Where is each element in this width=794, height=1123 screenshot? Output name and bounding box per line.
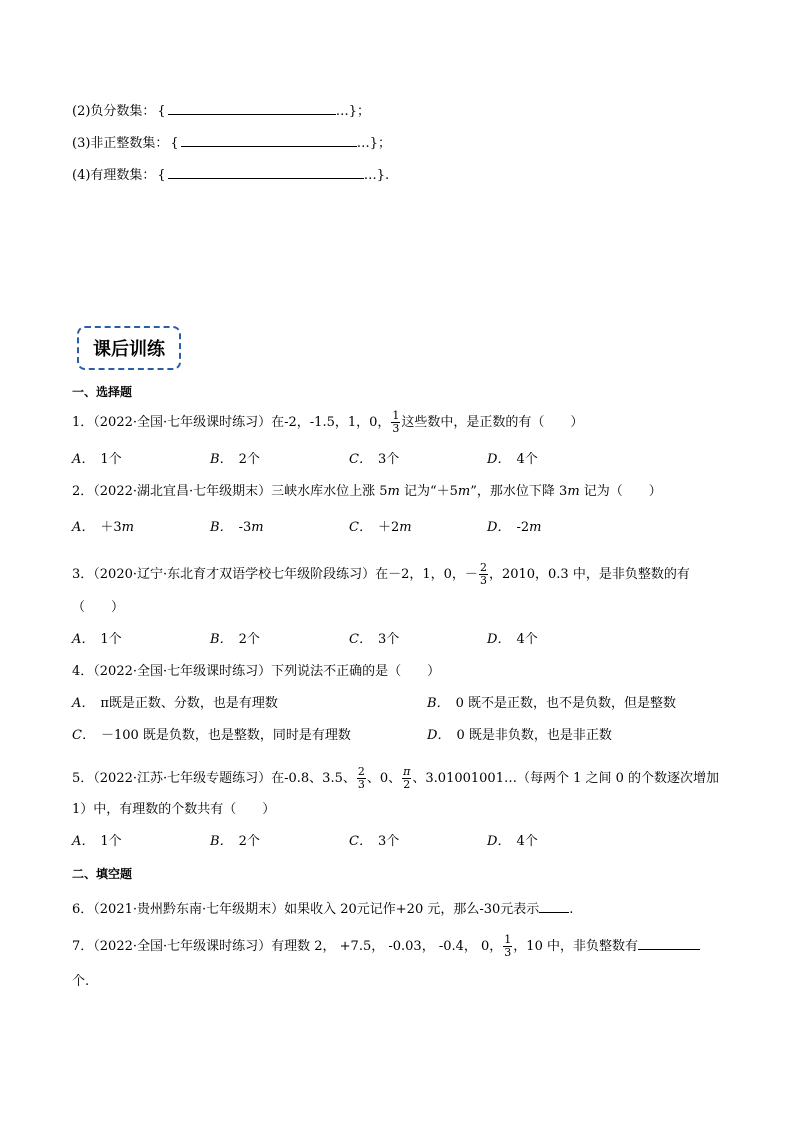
question-text: 、3.01001001…（每两个 1 之间 0 的个数逐次增加 — [412, 771, 720, 786]
question-7-line2: 个. — [72, 974, 90, 989]
question-text: ”，那水位下降 3 — [470, 484, 568, 499]
question-text: ，2010，0.3 中，是非负整数的有 — [488, 567, 690, 582]
option-text: 2个 — [238, 632, 260, 647]
question-end: . — [569, 902, 574, 917]
fraction-denominator: 3 — [357, 778, 365, 791]
badge-title: 课后训练 — [93, 339, 165, 360]
question-6 — [72, 898, 573, 920]
unit-m: m — [121, 520, 134, 535]
option-key: A． — [72, 696, 95, 711]
option-key: B． — [210, 520, 233, 535]
option-text: 1个 — [100, 632, 122, 647]
fraction-numerator: 2 — [479, 561, 487, 574]
question-5-line2: 1）中，有理数的个数共有（ ） — [72, 802, 276, 817]
option-key: B． — [210, 632, 233, 647]
option-key: C． — [349, 452, 372, 467]
option-key: D． — [487, 452, 511, 467]
question-7 — [72, 934, 700, 959]
set-end: ； — [377, 136, 391, 151]
option-d[interactable] — [487, 630, 538, 650]
question-3-options — [72, 630, 722, 650]
answer-blank[interactable] — [181, 132, 357, 147]
option-key: B． — [427, 696, 450, 711]
option-d[interactable] — [427, 726, 612, 746]
option-a[interactable] — [72, 518, 134, 538]
option-text: π既是正数、分数，也是有理数 — [100, 696, 278, 711]
option-key: A． — [72, 632, 95, 647]
fraction-numerator: 1 — [392, 409, 400, 422]
after-class-training-badge — [77, 326, 181, 370]
unit-m: m — [529, 520, 542, 535]
question-text: ，10 中，非负整数有 — [513, 939, 638, 954]
option-b[interactable] — [427, 694, 676, 714]
option-text: ＋3 — [100, 520, 122, 535]
set-negative-fractions — [72, 100, 370, 122]
set-open-brace: { — [170, 136, 179, 151]
question-text: 5．（2022·江苏·七年级专题练习）在-0.8、3.5、 — [72, 771, 356, 786]
option-text: 2个 — [238, 452, 260, 467]
option-text: 4个 — [516, 834, 538, 849]
question-1-options — [72, 450, 722, 470]
option-c[interactable] — [349, 518, 412, 538]
option-text: －100 既是负数，也是整数，同时是有理数 — [100, 728, 351, 743]
option-text: 2个 — [238, 834, 260, 849]
question-5 — [72, 766, 719, 791]
option-b[interactable] — [210, 630, 260, 650]
option-c[interactable] — [349, 450, 399, 470]
fraction-denominator: 3 — [392, 422, 400, 435]
option-text: 3个 — [377, 452, 400, 467]
set-label: (2)负分数集： — [72, 104, 156, 119]
question-1 — [72, 410, 583, 435]
fraction-denominator: 3 — [504, 946, 512, 959]
set-label: (3)非正整数集： — [72, 136, 169, 151]
fraction-one-third — [391, 410, 400, 435]
option-key: C． — [72, 728, 95, 743]
section-fill-in: 二、填空题 — [72, 867, 133, 881]
question-text: 、0、 — [366, 771, 402, 786]
option-d[interactable] — [487, 518, 541, 538]
option-text: ＋2 — [377, 520, 400, 535]
set-open-brace: { — [157, 168, 166, 183]
option-c[interactable] — [72, 726, 351, 746]
option-a[interactable] — [72, 694, 278, 714]
option-a[interactable] — [72, 450, 122, 470]
fraction-denominator: 2 — [403, 778, 411, 791]
option-text: 4个 — [516, 632, 538, 647]
option-key: D． — [487, 520, 511, 535]
fraction-denominator: 3 — [479, 574, 487, 587]
question-5-options — [72, 832, 722, 852]
option-b[interactable] — [210, 832, 260, 852]
answer-blank[interactable] — [539, 898, 569, 913]
set-close-brace: …} — [335, 104, 357, 119]
question-text: 6．（2021·贵州黔东南·七年级期末）如果收入 20元记作+20 元，那么-30元表示 — [72, 902, 540, 917]
answer-blank[interactable] — [638, 935, 700, 950]
option-key: D． — [487, 632, 511, 647]
set-nonpositive-integers — [72, 132, 391, 154]
option-b[interactable] — [210, 518, 264, 538]
option-text: 3个 — [377, 632, 400, 647]
option-a[interactable] — [72, 630, 122, 650]
question-3 — [72, 562, 690, 587]
option-b[interactable] — [210, 450, 260, 470]
option-text: 0 既不是正数，也不是负数，但是整数 — [455, 696, 676, 711]
option-key: D． — [427, 728, 451, 743]
fraction-one-third — [503, 934, 512, 959]
option-key: D． — [487, 834, 511, 849]
option-c[interactable] — [349, 832, 399, 852]
option-text: 3个 — [377, 834, 400, 849]
set-close-brace: …} — [363, 168, 385, 183]
fraction-numerator: 2 — [357, 765, 365, 778]
section-multiple-choice: 一、选择题 — [72, 385, 133, 399]
fraction-two-thirds — [357, 766, 366, 791]
unit-m: m — [399, 520, 412, 535]
set-close-brace: …} — [356, 136, 378, 151]
question-4: 4．（2022·全国·七年级课时练习）下列说法不正确的是（ ） — [72, 664, 441, 679]
question-text: 这些数中，是正数的有（ ） — [401, 415, 584, 430]
question-text: 记为“＋5 — [399, 484, 458, 499]
question-4-options-row2 — [72, 726, 722, 746]
question-3-line2: （ ） — [72, 600, 125, 615]
option-text: 1个 — [100, 452, 122, 467]
question-text: 记为（ ） — [579, 484, 662, 499]
option-key: A． — [72, 520, 95, 535]
set-rational-numbers — [72, 164, 389, 186]
option-text: 0 既是非负数，也是非正数 — [456, 728, 612, 743]
option-key: B． — [210, 834, 233, 849]
option-key: B． — [210, 452, 233, 467]
fraction-numerator: π — [403, 765, 411, 778]
question-text: 3．（2020·辽宁·东北育才双语学校七年级阶段练习）在－2，1，0，－ — [72, 567, 478, 582]
unit-m: m — [567, 484, 580, 499]
fraction-numerator: 1 — [504, 933, 512, 946]
option-text: 4个 — [516, 452, 538, 467]
unit-m: m — [457, 484, 471, 499]
option-c[interactable] — [349, 630, 399, 650]
answer-blank[interactable] — [168, 164, 364, 179]
option-a[interactable] — [72, 832, 122, 852]
unit-m: m — [251, 520, 264, 535]
set-open-brace: { — [157, 104, 166, 119]
question-text: 7．（2022·全国·七年级课时练习）有理数 2， +7.5， -0.03， -0.4， 0， — [72, 939, 503, 954]
question-2-options — [72, 518, 722, 538]
fraction-two-thirds — [479, 562, 488, 587]
option-key: C． — [349, 632, 372, 647]
set-end: . — [384, 168, 390, 183]
set-label: (4)有理数集： — [72, 168, 156, 183]
option-text: -3 — [238, 520, 252, 535]
option-text: -2 — [516, 520, 530, 535]
question-2 — [72, 482, 662, 502]
option-key: A． — [72, 834, 95, 849]
option-key: C． — [349, 834, 372, 849]
option-key: A． — [72, 452, 95, 467]
question-text: 2．（2022·湖北宜昌·七年级期末）三峡水库水位上涨 5 — [72, 484, 388, 499]
question-text: 1．（2022·全国·七年级课时练习）在-2，-1.5，1，0， — [72, 415, 391, 430]
option-d[interactable] — [487, 832, 538, 852]
option-d[interactable] — [487, 450, 538, 470]
option-key: C． — [349, 520, 372, 535]
answer-blank[interactable] — [168, 100, 336, 115]
set-end: ； — [356, 104, 370, 119]
unit-m: m — [387, 484, 400, 499]
question-4-options-row1 — [72, 694, 722, 714]
fraction-pi-over-two — [402, 766, 411, 791]
option-text: 1个 — [100, 834, 122, 849]
